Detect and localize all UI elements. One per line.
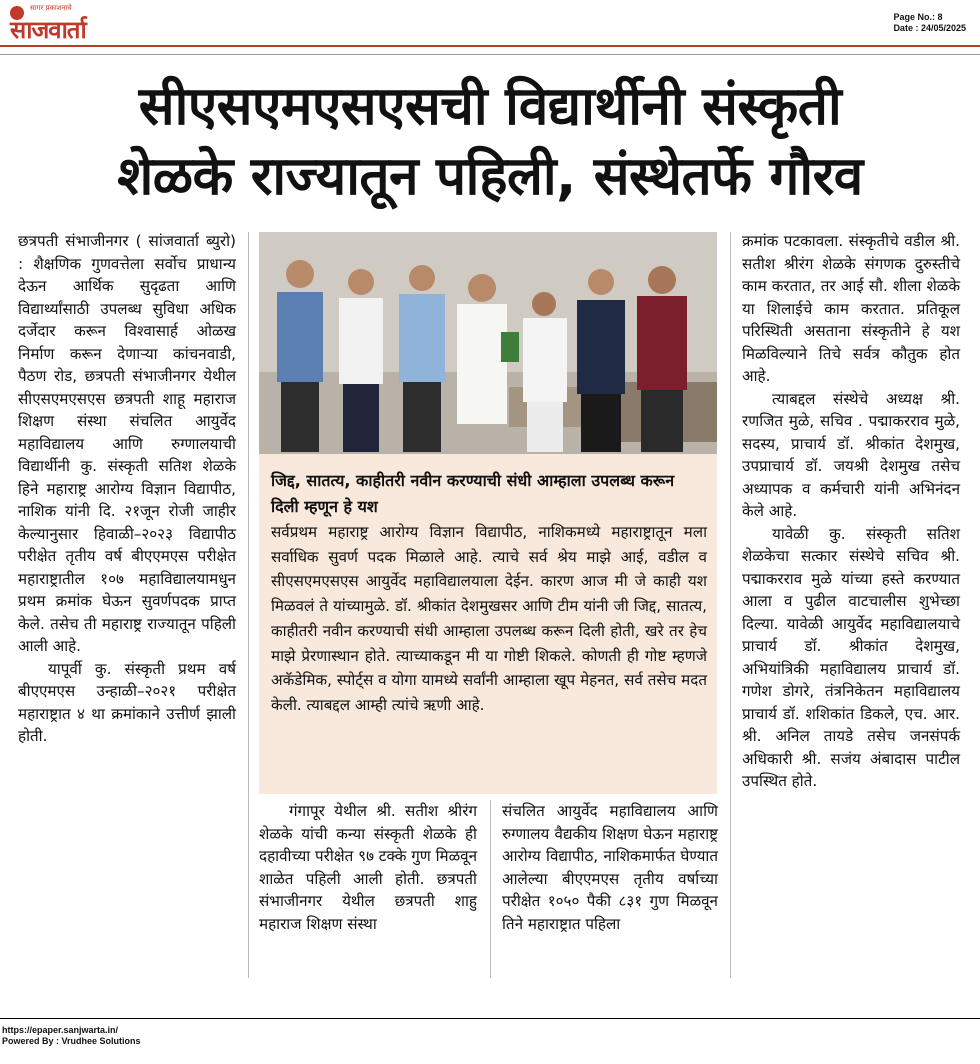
- article-column-4: [742, 230, 960, 793]
- headline-line-2: शेळके राज्यातून पहिली, संस्थेतर्फे गौरव: [117, 146, 863, 207]
- masthead: [0, 0, 980, 46]
- article-headline: [0, 72, 980, 212]
- column-3-paragraph: संचलित आयुर्वेद महाविद्यालय आणि रुग्णालय वैद्यकीय शिक्षण घेऊन महाराष्ट्र आरोग्य विद्यापीठ, नाशिकमार्फत घेण्यात आलेल्या बीएएमएस तृतीय वर्षाच्या परीक्षेत १०५० पैकी ८३१ गुण मिळवून तिने महाराष्ट्रात पहिला: [502, 802, 718, 933]
- article-column-3: [502, 800, 718, 935]
- logo-tagline: सागर प्रकाशनाचे: [30, 4, 72, 12]
- column-4-paragraph: त्याबद्दल संस्थेचे अध्यक्ष श्री. रणजित मुळे, सचिव . पद्माकरराव मुळे, सदस्य, प्राचार्य डॉ. श्रीकांत देशमुख, उपप्राचार्य डॉ. जयश्री देशमुख तसेच अध्यापक व कर्मचारी यांनी अभिनंदन केले आहे.: [742, 389, 960, 520]
- column-4-paragraph: यावेळी कु. संस्कृती सतिश शेळकेचा सत्कार संस्थेचे सचिव श्री. पद्माकरराव मुळे यांच्या हस्ते करण्यात आला व पुढील वाटचालीस शुभेच्छा दिल्या. यावेळी आयुर्वेद महाविद्यालयाचे प्राचार्य डॉ. श्रीकांत देशमुख, अभियांत्रिकी महाविद्यालय प्राचार्य डॉ. गणेश डोगरे, तंत्रनिकेतन महाविद्यालय प्राचार्य डॉ. शशिकांत डिकले, एच. आर. श्री. अनिल तायडे तसेच जनसंपर्क अधिकारी श्री. सजंय अंबादास पाटील उपस्थित होते.: [742, 524, 960, 790]
- footer-divider: [0, 1018, 980, 1019]
- group-photo-image: [259, 232, 717, 454]
- headline-line-1: सीएसएमएसएसची विद्यार्थीनी संस्कृती: [138, 76, 842, 137]
- article-column-1: [18, 230, 236, 748]
- page-date: Date : 24/05/2025: [893, 23, 966, 33]
- page-meta: [893, 12, 966, 34]
- column-4-paragraph: क्रमांक पटकावला. संस्कृतीचे वडील श्री. सतीश श्रीरंग शेळके संगणक दुरुस्तीचे काम करतात, तर आई सौ. शीला शेळके या शिलाईचे काम करतात. प्रतिकूल परिस्थिती असताना संस्कृतीने हे यश मिळविल्याने तिचे सर्वत्र कौतुक होत आहे.: [742, 232, 960, 385]
- quote-box: [259, 454, 717, 794]
- footer-powered-by: Powered By : Vrudhee Solutions: [2, 1036, 141, 1046]
- news-photo: [259, 232, 717, 454]
- column-2-paragraph: गंगापूर येथील श्री. सतीश श्रीरंग शेळके यांची कन्या संस्कृती शेळके ही दहावीच्या परीक्षेत ९७ टक्के गुण मिळवून शाळेत पहिली आली होती. छत्रपती संभाजीनगर येथील छत्रपती शाहु महाराज शिक्षण संस्था: [259, 802, 478, 933]
- column-1-paragraph: यापूर्वी कु. संस्कृती प्रथम वर्ष बीएएमएस उन्हाळी–२०२१ परीक्षेत महाराष्ट्रात ४ था क्रमांकाने उत्तीर्ण झाली होती.: [18, 659, 236, 745]
- logo-text: साजवार्ता: [10, 16, 86, 44]
- page-footer: [2, 1025, 141, 1047]
- footer-url-link[interactable]: https://epaper.sanjwarta.in/: [2, 1025, 119, 1035]
- newspaper-logo[interactable]: [6, 2, 126, 44]
- column-1-paragraph: छत्रपती संभाजीनगर ( सांजवार्ता ब्युरो) : शैक्षणिक गुणवत्तेला सर्वोच प्राधान्य देऊन आर्थिक सुदृढता आणि विद्यार्थ्यांसाठी उपलब्ध सुविधा अधिक दर्जेदार करून विश्वासार्ह ओळख निर्माण करून देणाऱ्या कांचनवाडी, पैठण रोड, छत्रपती संभाजीनगर येथील सीएसएमएसएस छत्रपती शाहू महाराज शिक्षण संस्था संचलित आयुर्वेद महाविद्यालय आणि रुग्णालयाची विद्यार्थीनी कु. संस्कृती सतिश शेळके हिने महाराष्ट्र आरोग्य विज्ञान विद्यापीठ, नाशिक यांनी दि. २१जून रोजी जाहीर केल्यानुसार हिवाळी–२०२३ विद्यापीठ परीक्षेत तृतीय वर्ष बीएएमएस परीक्षेत महाराष्ट्रातील १०७ महाविद्यालयामधुन प्रथम क्रमांक घेऊन सुवर्णपदक प्राप्त केले. तसेच ती महाराष्ट्र राज्यातून पहिली आली आहे.: [18, 232, 236, 655]
- column-divider: [730, 232, 731, 978]
- masthead-divider: [0, 45, 980, 47]
- header-rule: [0, 54, 980, 55]
- article-column-2: [259, 800, 477, 935]
- quote-box-body: सर्वप्रथम महाराष्ट्र आरोग्य विज्ञान विद्यापीठ, नाशिकमध्ये महाराष्ट्रातून मला सर्वाधिक सुवर्ण पदक मिळाले आहे. त्याचे सर्व श्रेय माझे आई, वडील व सीएसएमएसएस आयुर्वेद महाविद्यालयाला देईन. कारण आज मी जे काही यश मिळवलं ते यांच्यामुळे. डॉ. श्रीकांत देशमुखसर आणि टीम यांनी जी जिद्द, सातत्य, काहीतरी नवीन करण्याची संधी आम्हाला उपलब्ध करून दिली होती, खरे तर हेच माझे प्रेरणास्थान होते. त्याच्याकडून मी या गोष्टी शिकले. कोणती ही गोष्ट म्हणजे अकॅडेमिक, स्पोर्ट्स व योगा यामध्ये सर्वांनी आम्हाला खूप मेहनत, सर्व तसेच मदत केली. त्याबद्दल आम्ही त्यांचे ऋणी आहे.: [271, 523, 707, 714]
- column-divider: [490, 800, 491, 978]
- page-number: Page No.: 8: [893, 12, 943, 22]
- quote-box-title: जिद्द, सातत्य, काहीतरी नवीन करण्याची संधी आम्हाला उपलब्ध करून दिली म्हणून हे यश: [271, 471, 675, 516]
- column-divider: [248, 232, 249, 978]
